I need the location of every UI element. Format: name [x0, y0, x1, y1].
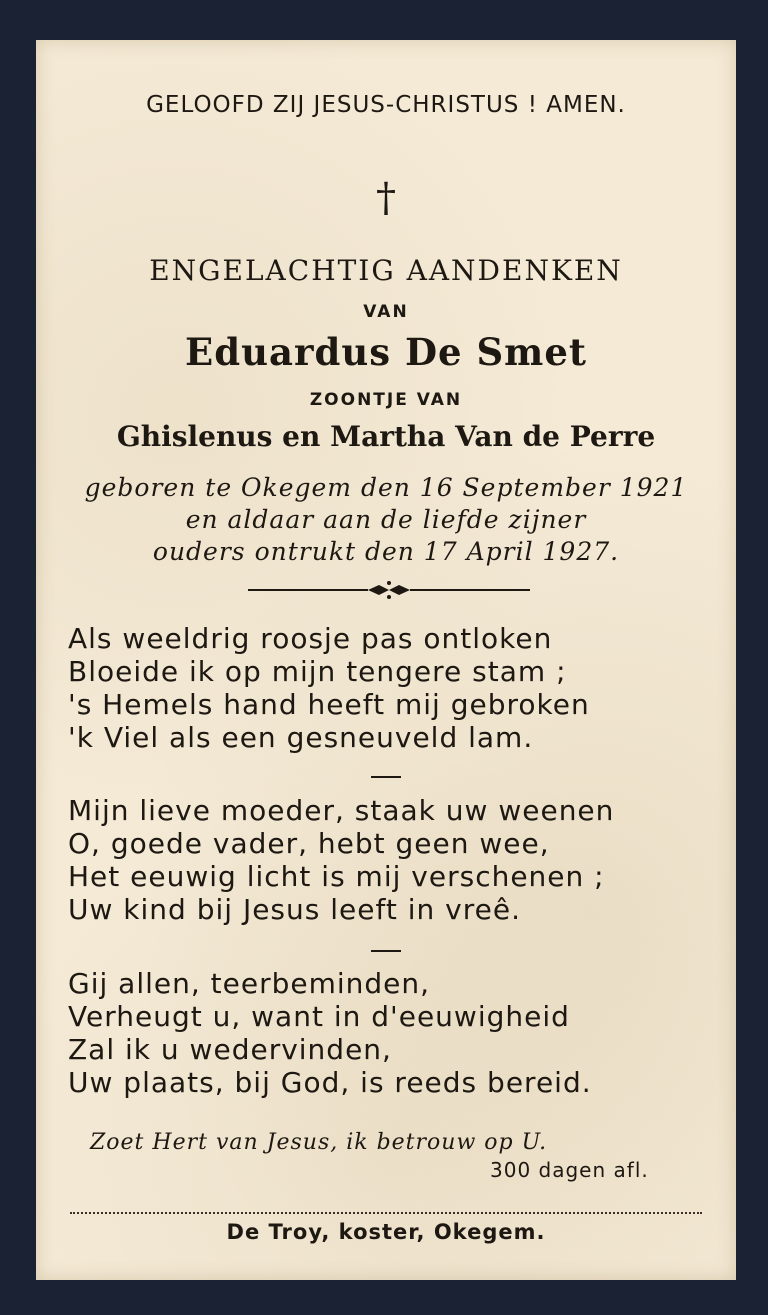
- birth-death-text: [36, 472, 736, 568]
- verse-stanza-3: [68, 967, 728, 1099]
- deceased-name: Eduardus De Smet: [185, 330, 587, 374]
- dotted-rule: [70, 1212, 702, 1214]
- verse-line: Bloeide ik op mijn tengere stam ;: [68, 655, 567, 688]
- verse-line: Mijn lieve moeder, staak uw weenen: [68, 794, 615, 827]
- verse-line: Uw plaats, bij God, is reeds bereid.: [68, 1066, 592, 1099]
- verse-line: Als weeldrig roosje pas ontloken: [68, 622, 553, 655]
- header-text: GELOOFD ZIJ JESUS-CHRISTUS ! AMEN.: [146, 92, 626, 118]
- verse-line: Uw kind bij Jesus leeft in vreê.: [68, 893, 521, 926]
- verse-line: Gij allen, teerbeminden,: [68, 967, 431, 1000]
- verse-line: Het eeuwig licht is mij verschenen ;: [68, 860, 605, 893]
- birth-line: en aldaar aan de liefde zijner: [185, 505, 587, 534]
- verse-line: 's Hemels hand heeft mij gebroken: [68, 688, 590, 721]
- indulgence-text: 300 dagen afl.: [490, 1158, 649, 1182]
- birth-line: geboren te Okegem den 16 September 1921: [84, 473, 688, 502]
- stanza-divider: [371, 776, 401, 778]
- prayer-text: Zoet Hert van Jesus, ik betrouw op U.: [90, 1130, 548, 1155]
- parents-names: Ghislenus en Martha Van de Perre: [116, 420, 656, 453]
- stanza-divider: [371, 950, 401, 952]
- memorial-title: ENGELACHTIG AANDENKEN: [149, 254, 623, 287]
- verse-line: Verheugt u, want in d'eeuwigheid: [68, 1000, 570, 1033]
- verse-line: 'k Viel als een gesneuveld lam.: [68, 721, 534, 754]
- printer-footer: De Troy, koster, Okegem.: [226, 1220, 546, 1244]
- verse-line: O, goede vader, hebt geen wee,: [68, 827, 550, 860]
- memorial-card: [36, 40, 736, 1280]
- verse-line: Zal ik u wedervinden,: [68, 1033, 392, 1066]
- verse-stanza-1: [68, 622, 728, 754]
- verse-stanza-2: [68, 794, 728, 926]
- ornament-divider-icon: [248, 580, 530, 600]
- van-label: VAN: [363, 302, 409, 322]
- birth-line: ouders ontrukt den 17 April 1927.: [152, 537, 620, 566]
- relation-label: ZOONTJE VAN: [309, 390, 463, 410]
- cross-icon: †: [376, 175, 396, 221]
